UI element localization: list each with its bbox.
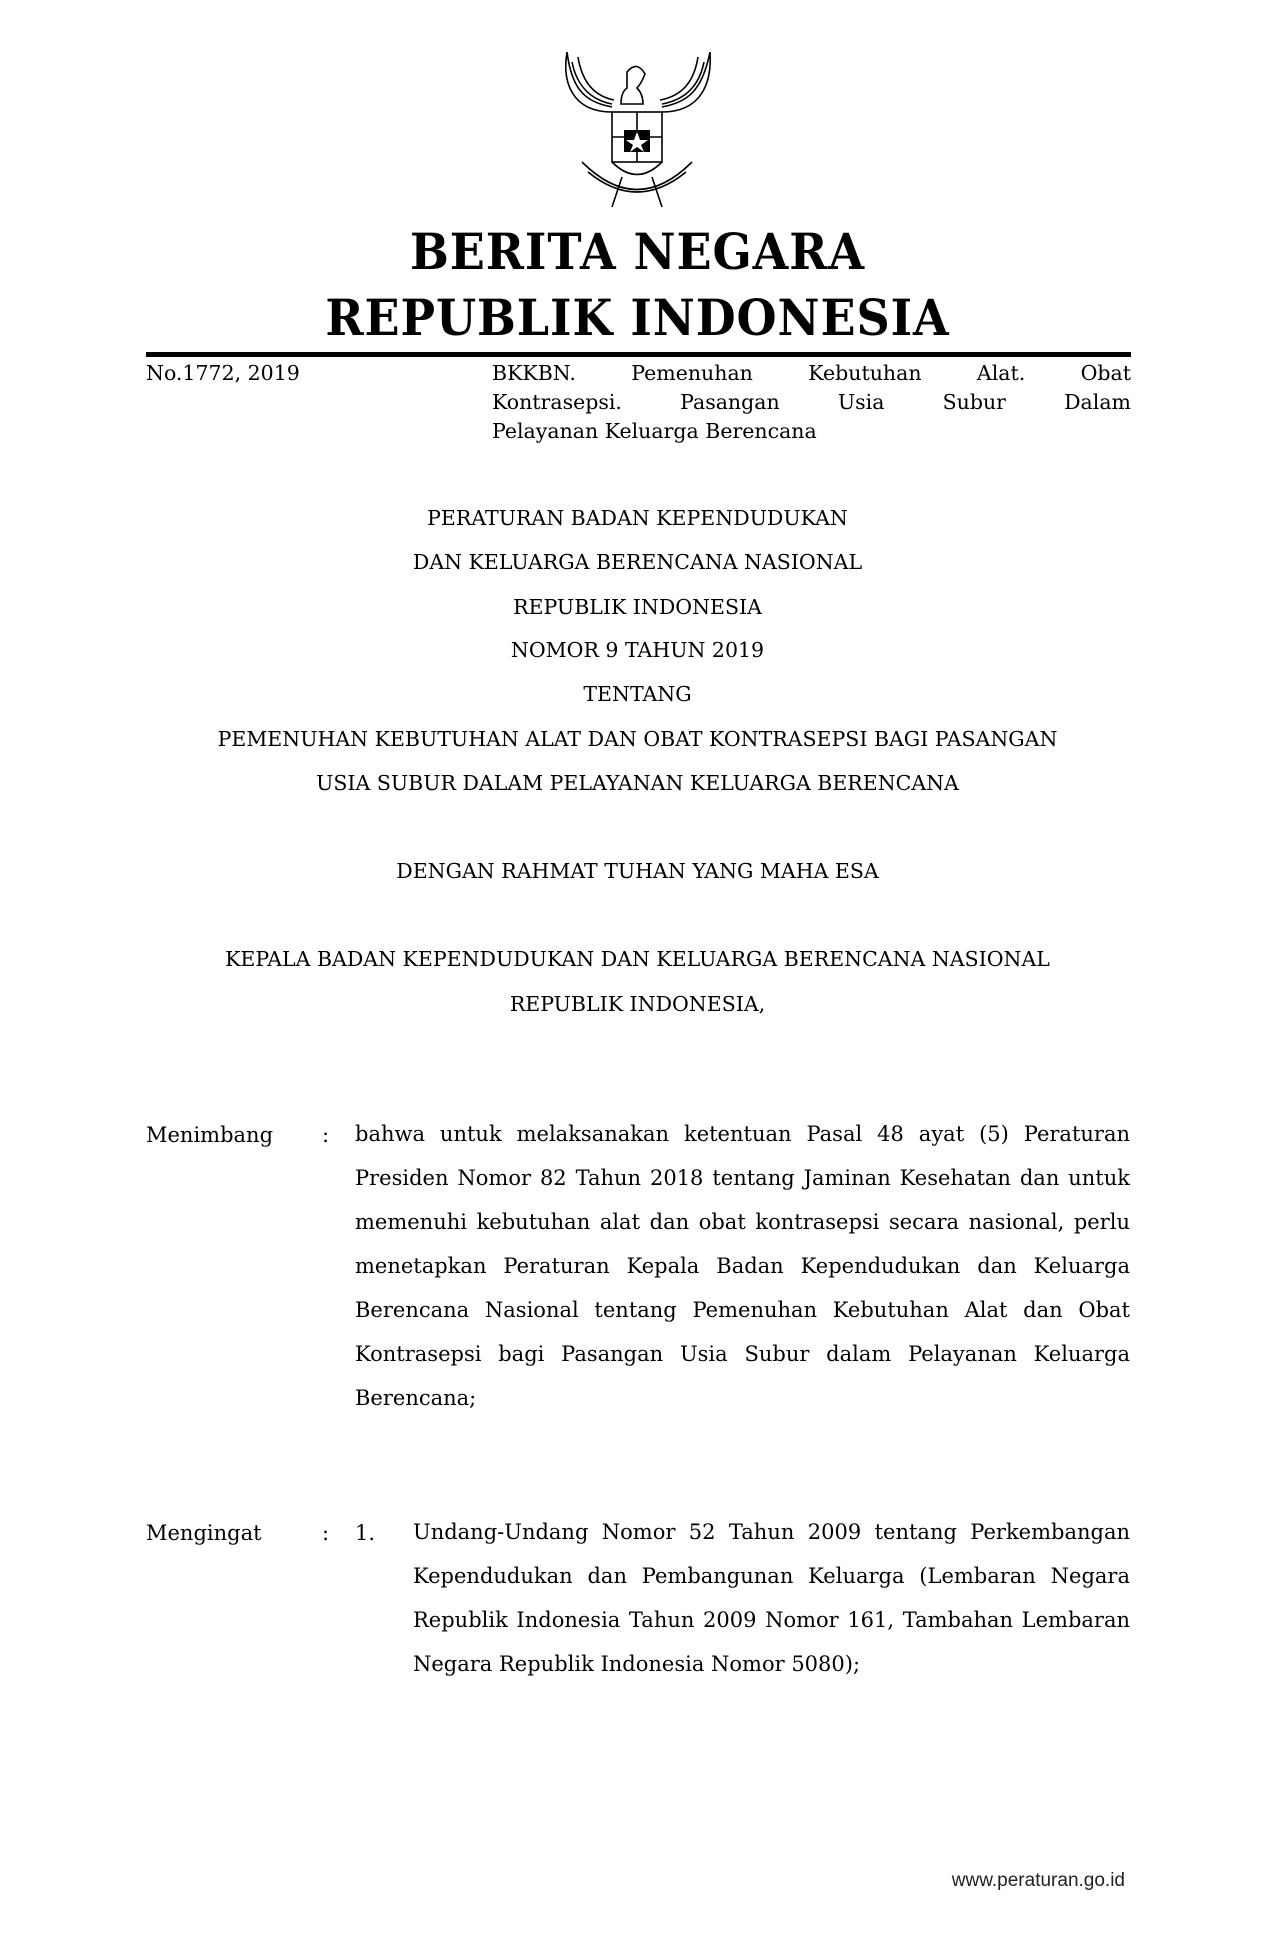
header-divider [146,352,1131,357]
menimbang-colon: : [322,1123,330,1147]
heading-line: REPUBLIK INDONESIA [513,595,762,619]
menimbang-text: bahwa untuk melaksanakan ketentuan Pasal 48 ayat (5) Peraturan Presiden Nomor 82 Tahun 2018 tentang Jaminan Kesehatan dan untuk memenuhi kebutuhan alat dan obat kontrasepsi secara nasional, perlu menetapkan Peraturan Kepala Badan Kependudukan dan Keluarga Berencana Nasional tentang Pemenuhan Kebutuhan Alat dan Obat Kontrasepsi bagi Pasangan Usia Subur dalam Pelayanan Keluarga Berencana; [355,1122,1130,1410]
gazette-title-line2: REPUBLIK INDONESIA [325,288,950,347]
summary-line: BKKBN. Pemenuhan Kebutuhan Alat. Obat [492,361,1131,385]
heading-line: PEMENUHAN KEBUTUHAN ALAT DAN OBAT KONTRASEPSI BAGI PASANGAN [217,727,1058,751]
gazette-title-line1: BERITA NEGARA [409,222,866,281]
heading-line: DAN KELUARGA BERENCANA NASIONAL [412,550,863,574]
mengingat-label: Mengingat [146,1521,262,1545]
invocation: DENGAN RAHMAT TUHAN YANG MAHA ESA [396,859,879,883]
gazette-summary [492,359,1131,446]
heading-line: TENTANG [583,682,692,706]
official-line: REPUBLIK INDONESIA, [509,992,766,1016]
mengingat-item-number: 1. [355,1521,376,1545]
gazette-number: No.1772, 2019 [146,361,300,385]
heading-line: USIA SUBUR DALAM PELAYANAN KELUARGA BERENCANA [316,771,959,795]
mengingat-item-text: Undang-Undang Nomor 52 Tahun 2009 tentang Perkembangan Kependudukan dan Pembangunan Keluarga (Lembaran Negara Republik Indonesia Tahun 2009 Nomor 161, Tambahan Lembaran Negara Republik Indonesia Nomor 5080); [413,1520,1130,1676]
official-line: KEPALA BADAN KEPENDUDUKAN DAN KELUARGA BERENCANA NASIONAL [225,947,1050,971]
summary-line: Kontrasepsi. Pasangan Usia Subur Dalam [492,390,1131,414]
footer-url[interactable]: www.peraturan.go.id [951,1870,1125,1891]
heading-line: PERATURAN BADAN KEPENDUDUKAN [427,506,848,530]
garuda-emblem-icon [552,52,722,208]
mengingat-colon: : [322,1521,330,1545]
heading-line: NOMOR 9 TAHUN 2019 [510,638,765,662]
summary-line: Pelayanan Keluarga Berencana [492,419,817,443]
menimbang-label: Menimbang [146,1123,274,1147]
